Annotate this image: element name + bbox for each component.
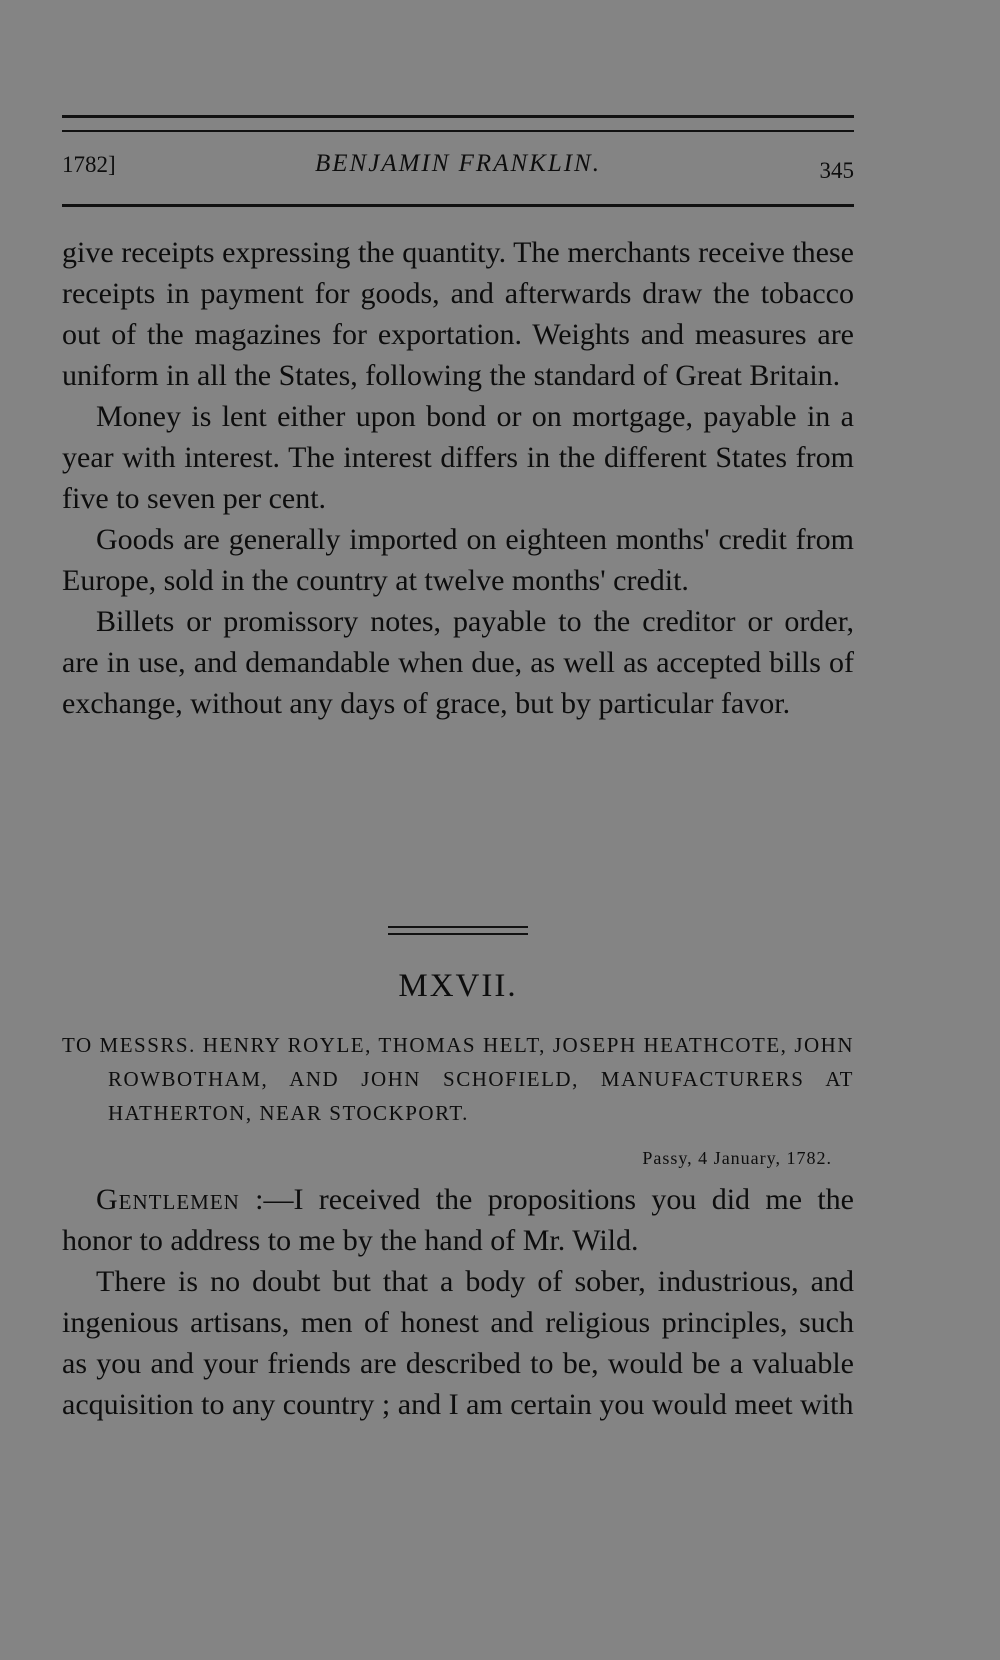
page-number: 345 — [819, 158, 854, 183]
running-head-title: BENJAMIN FRANKLIN. — [315, 150, 601, 177]
letter-dateline: Passy, 4 January, 1782. — [642, 1148, 832, 1168]
running-head-year: 1782] — [62, 152, 116, 177]
header-bottom-rule — [62, 204, 854, 207]
paragraph: Goods are generally imported on eighteen months' credit from Europe, sold in the country at twelve months' credit. — [62, 523, 854, 597]
paragraph: Money is lent either upon bond or on mortgage, payable in a year with interest. The interest differs in the different States from five to seven per cent. — [62, 400, 854, 515]
paragraph-text: :—I received the propositions you did me the honor to address to me by the hand of Mr. Wild. — [62, 1183, 854, 1257]
section-divider — [388, 926, 528, 928]
header-top-rule-thin — [62, 130, 854, 132]
paragraph — [62, 1179, 854, 1261]
paragraph: give receipts expressing the quantity. The merchants receive these receipts in payment for goods, and afterwards draw the tobacco out of the magazines for exportation. Weights and measures are uniform in all the States, following the standard of Great Britain. — [62, 236, 854, 392]
paragraph: There is no doubt but that a body of sober, industrious, and ingenious artisans, men of honest and religious principles, such as you and your friends are described to be, would be a valuable acquisition to any country ; and I am certain you would meet with — [62, 1265, 854, 1421]
letter-body — [62, 1179, 854, 1425]
book-page — [62, 0, 854, 1660]
letter-number: MXVII. — [398, 968, 518, 1004]
section-divider — [388, 933, 528, 935]
body-text-top — [62, 232, 854, 724]
running-head — [62, 148, 854, 188]
header-top-rule — [62, 115, 854, 118]
paragraph: Billets or promissory notes, payable to the creditor or order, are in use, and demandable when due, as well as accepted bills of exchange, without any days of grace, but by particular favor. — [62, 605, 854, 720]
letter-addressee: TO MESSRS. HENRY ROYLE, THOMAS HELT, JOSEPH HEATHCOTE, JOHN ROWBOTHAM, AND JOHN SCHOFIELD, MANUFACTURERS AT HATHERTON, NEAR STOCKPORT. — [62, 1033, 854, 1125]
salutation: Gentlemen — [96, 1183, 240, 1216]
